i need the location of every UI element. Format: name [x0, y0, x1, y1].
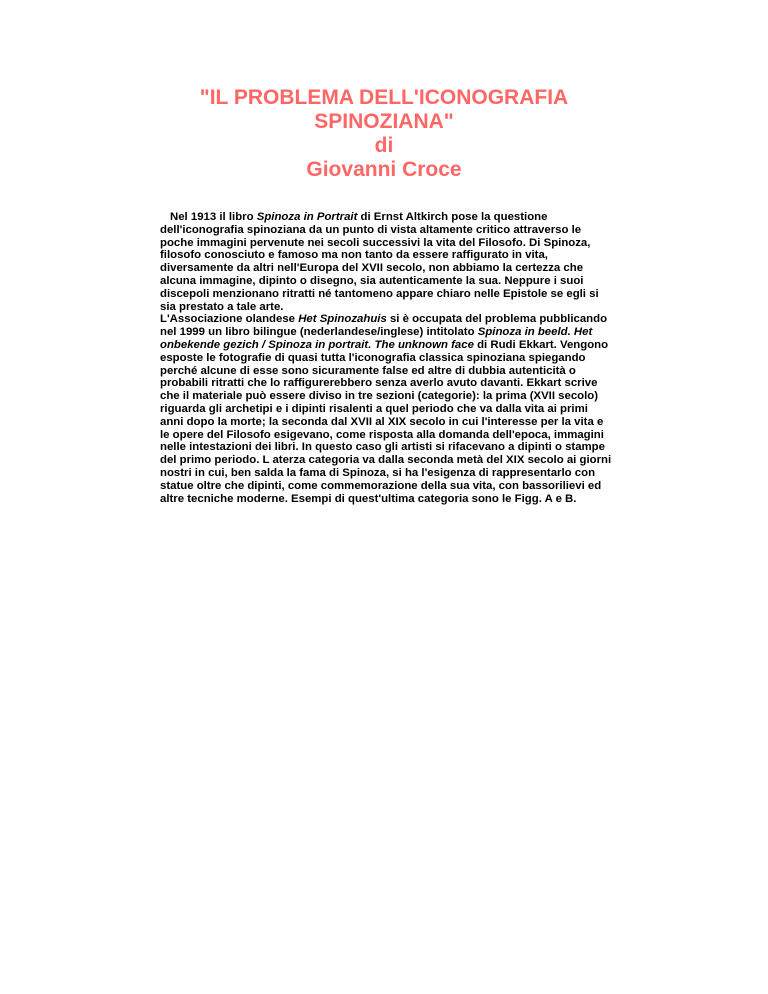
paragraph-1-text-1: Nel 1913 il libro [170, 211, 257, 223]
paragraph-2 [160, 313, 612, 505]
association-name: Het Spinozahuis [298, 313, 387, 326]
title-block [0, 86, 768, 182]
paragraph-2-text-1: L'Associazione olandese [160, 313, 299, 326]
article-body [160, 211, 612, 505]
book-title-spinoza-in-beeld: Spinoza in beeld. Het onbekende gezich / Spinoza in portrait. The unknown face [160, 326, 593, 351]
page-title-line-1: "IL PROBLEMA DELL'ICONOGRAFIA [199, 86, 569, 109]
paragraph-2-text-2: si è occupata del problema pubblicando nel 1999 un libro bilingue (nederlandese/inglese) intitolato [160, 313, 608, 339]
author-name: Giovanni Croce [306, 158, 462, 181]
book-title-spinoza-in-portrait: Spinoza in Portrait [256, 211, 358, 223]
paragraph-1 [160, 211, 612, 313]
byline-di: di [374, 134, 394, 157]
page-title-line-2: SPINOZIANA" [314, 110, 454, 133]
paragraph-2-text-3: di Rudi Ekkart. Vengono esposte le fotografie di quasi tutta l'iconografia classica spinoziana spiegando perché alcune di esse sono sicuramente false ed altre di dubbia autenticità o probabili ritratti che lo raffigurerebbero senza averlo avuto davanti. Ekkart scrive che il materiale può essere diviso in tre sezioni (categorie): la prima (XVII secolo) riguarda gli archetipi e i dipinti risalenti a quel periodo che va dalla vita ai primi anni dopo la morte; la seconda dal XVII al XIX secolo in cui l'interesse per la vita e le opere del Filosofo esigevano, come risposta alla domanda dell'epoca, immagini nelle intestazioni dei libri. In questo caso gli artisti si rifacevano a dipinti o stampe del primo periodo. L aterza categoria va dalla seconda metà del XIX secolo ai giorni nostri in cui, ben salda la fama di Spinoza, si ha l'esigenza di rappresentarlo con statue oltre che dipinti, come commemorazione della sua vita, con bassorilievi ed altre tecniche moderne. Esempi di quest'ultima categoria sono le Figg. A e B. [160, 338, 612, 505]
paragraph-1-text-2: di Ernst Altkirch pose la questione dell'iconografia spinoziana da un punto di vista altamente critico attraverso le poche immagini pervenute nei secoli successivi la vita del Filosofo. Di Spinoza, filosofo conosciuto e famoso ma non tanto da essere raffigurato in vita, diversamente da altri nell'Europa del XVII secolo, non abbiamo la certezza che alcuna immagine, dipinto o disegno, sia autenticamente la sua. Neppure i suoi discepoli menzionano ritratti né tantomeno appare chiaro nelle Epistole se egli si sia prestato a tale arte. [160, 211, 599, 313]
